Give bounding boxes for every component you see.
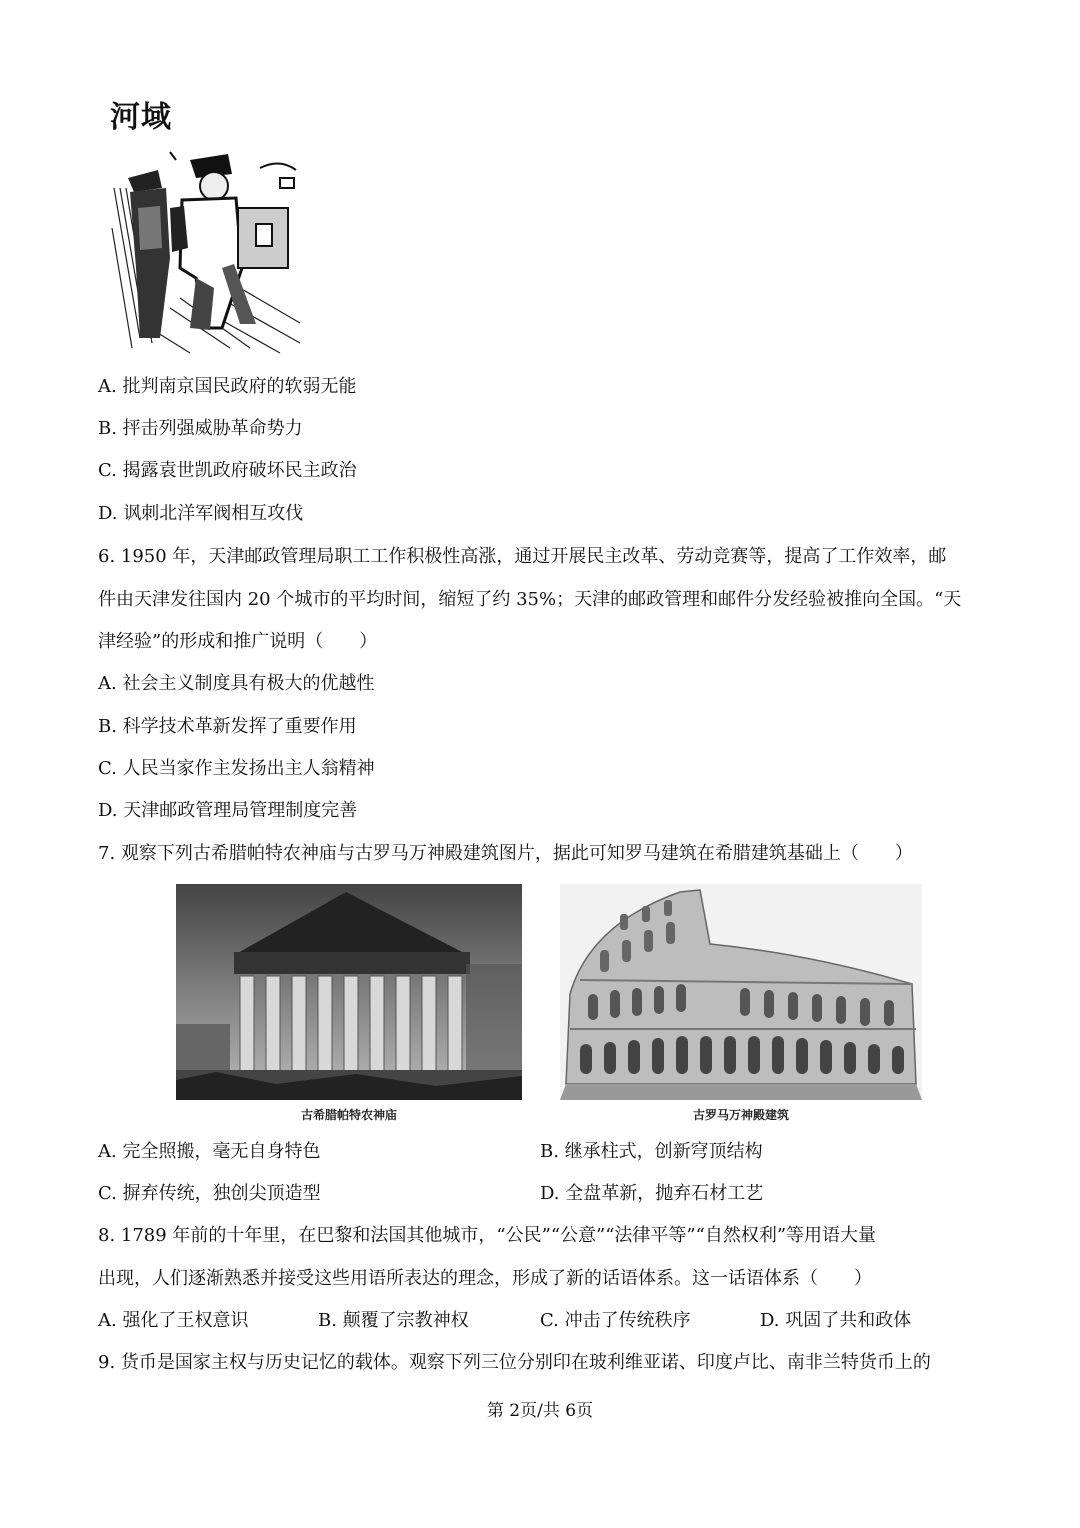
- page-footer: 第 2页/共 6页: [486, 1401, 594, 1421]
- cartoon-caption: 河域: [110, 100, 172, 135]
- q8-stem-line1: 8. 1789 年前的十年里，在巴黎和法国其他城市，“公民”“公意”“法律平等”“自然权利”等用语大量: [98, 1225, 877, 1246]
- q8-option-d: D. 巩固了共和政体: [760, 1310, 912, 1331]
- colosseum-caption: 古罗马万神殿建筑: [692, 1108, 789, 1122]
- q7-stem: 7. 观察下列古希腊帕特农神庙与古罗马万神殿建筑图片，据此可知罗马建筑在希腊建筑基础上（ ）: [98, 843, 913, 864]
- q6-stem-line1: 6. 1950 年，天津邮政管理局职工工作积极性高涨，通过开展民主改革、劳动竞赛等，提高了工作效率，邮: [98, 546, 947, 567]
- q7-option-d: D. 全盘革新，抛弃石材工艺: [540, 1183, 764, 1204]
- q7-option-b: B. 继承柱式，创新穹顶结构: [540, 1141, 763, 1162]
- q6-option-b: B. 科学技术革新发挥了重要作用: [98, 716, 357, 737]
- colosseum-photo: [560, 884, 922, 1100]
- q8-option-a: A. 强化了王权意识: [98, 1310, 249, 1331]
- q8-option-c: C. 冲击了传统秩序: [540, 1310, 691, 1331]
- q6-option-a: A. 社会主义制度具有极大的优越性: [98, 673, 375, 694]
- q6-stem-line3: 津经验”的形成和推广说明（ ）: [98, 631, 378, 652]
- q8-option-b: B. 颠覆了宗教神权: [318, 1310, 469, 1331]
- q6-option-d: D. 天津邮政管理局管理制度完善: [98, 800, 358, 821]
- q9-stem-line1: 9. 货币是国家主权与历史记忆的载体。观察下列三位分别印在玻利维亚诺、印度卢比、南非兰特货币上的: [98, 1352, 931, 1373]
- cartoon-image: [110, 148, 302, 354]
- q5-option-a: A. 批判南京国民政府的软弱无能: [98, 376, 357, 397]
- q6-stem-line2: 件由天津发往国内 20 个城市的平均时间，缩短了约 35%；天津的邮政管理和邮件分发经验被推向全国。“天: [98, 589, 962, 610]
- parthenon-photo: [176, 884, 522, 1100]
- q5-option-c: C. 揭露袁世凯政府破坏民主政治: [98, 460, 357, 481]
- q7-option-a: A. 完全照搬，毫无自身特色: [98, 1141, 321, 1162]
- q5-option-d: D. 讽刺北洋军阀相互攻伐: [98, 503, 304, 524]
- q8-stem-line2: 出现，人们逐渐熟悉并接受这些用语所表达的理念，形成了新的话语体系。这一话语体系（ ）: [98, 1268, 872, 1289]
- q6-option-c: C. 人民当家作主发扬出主人翁精神: [98, 758, 375, 779]
- q7-option-c: C. 摒弃传统，独创尖顶造型: [98, 1183, 321, 1204]
- q5-option-b: B. 抨击列强威胁革命势力: [98, 418, 303, 439]
- parthenon-caption: 古希腊帕特农神庙: [300, 1108, 397, 1122]
